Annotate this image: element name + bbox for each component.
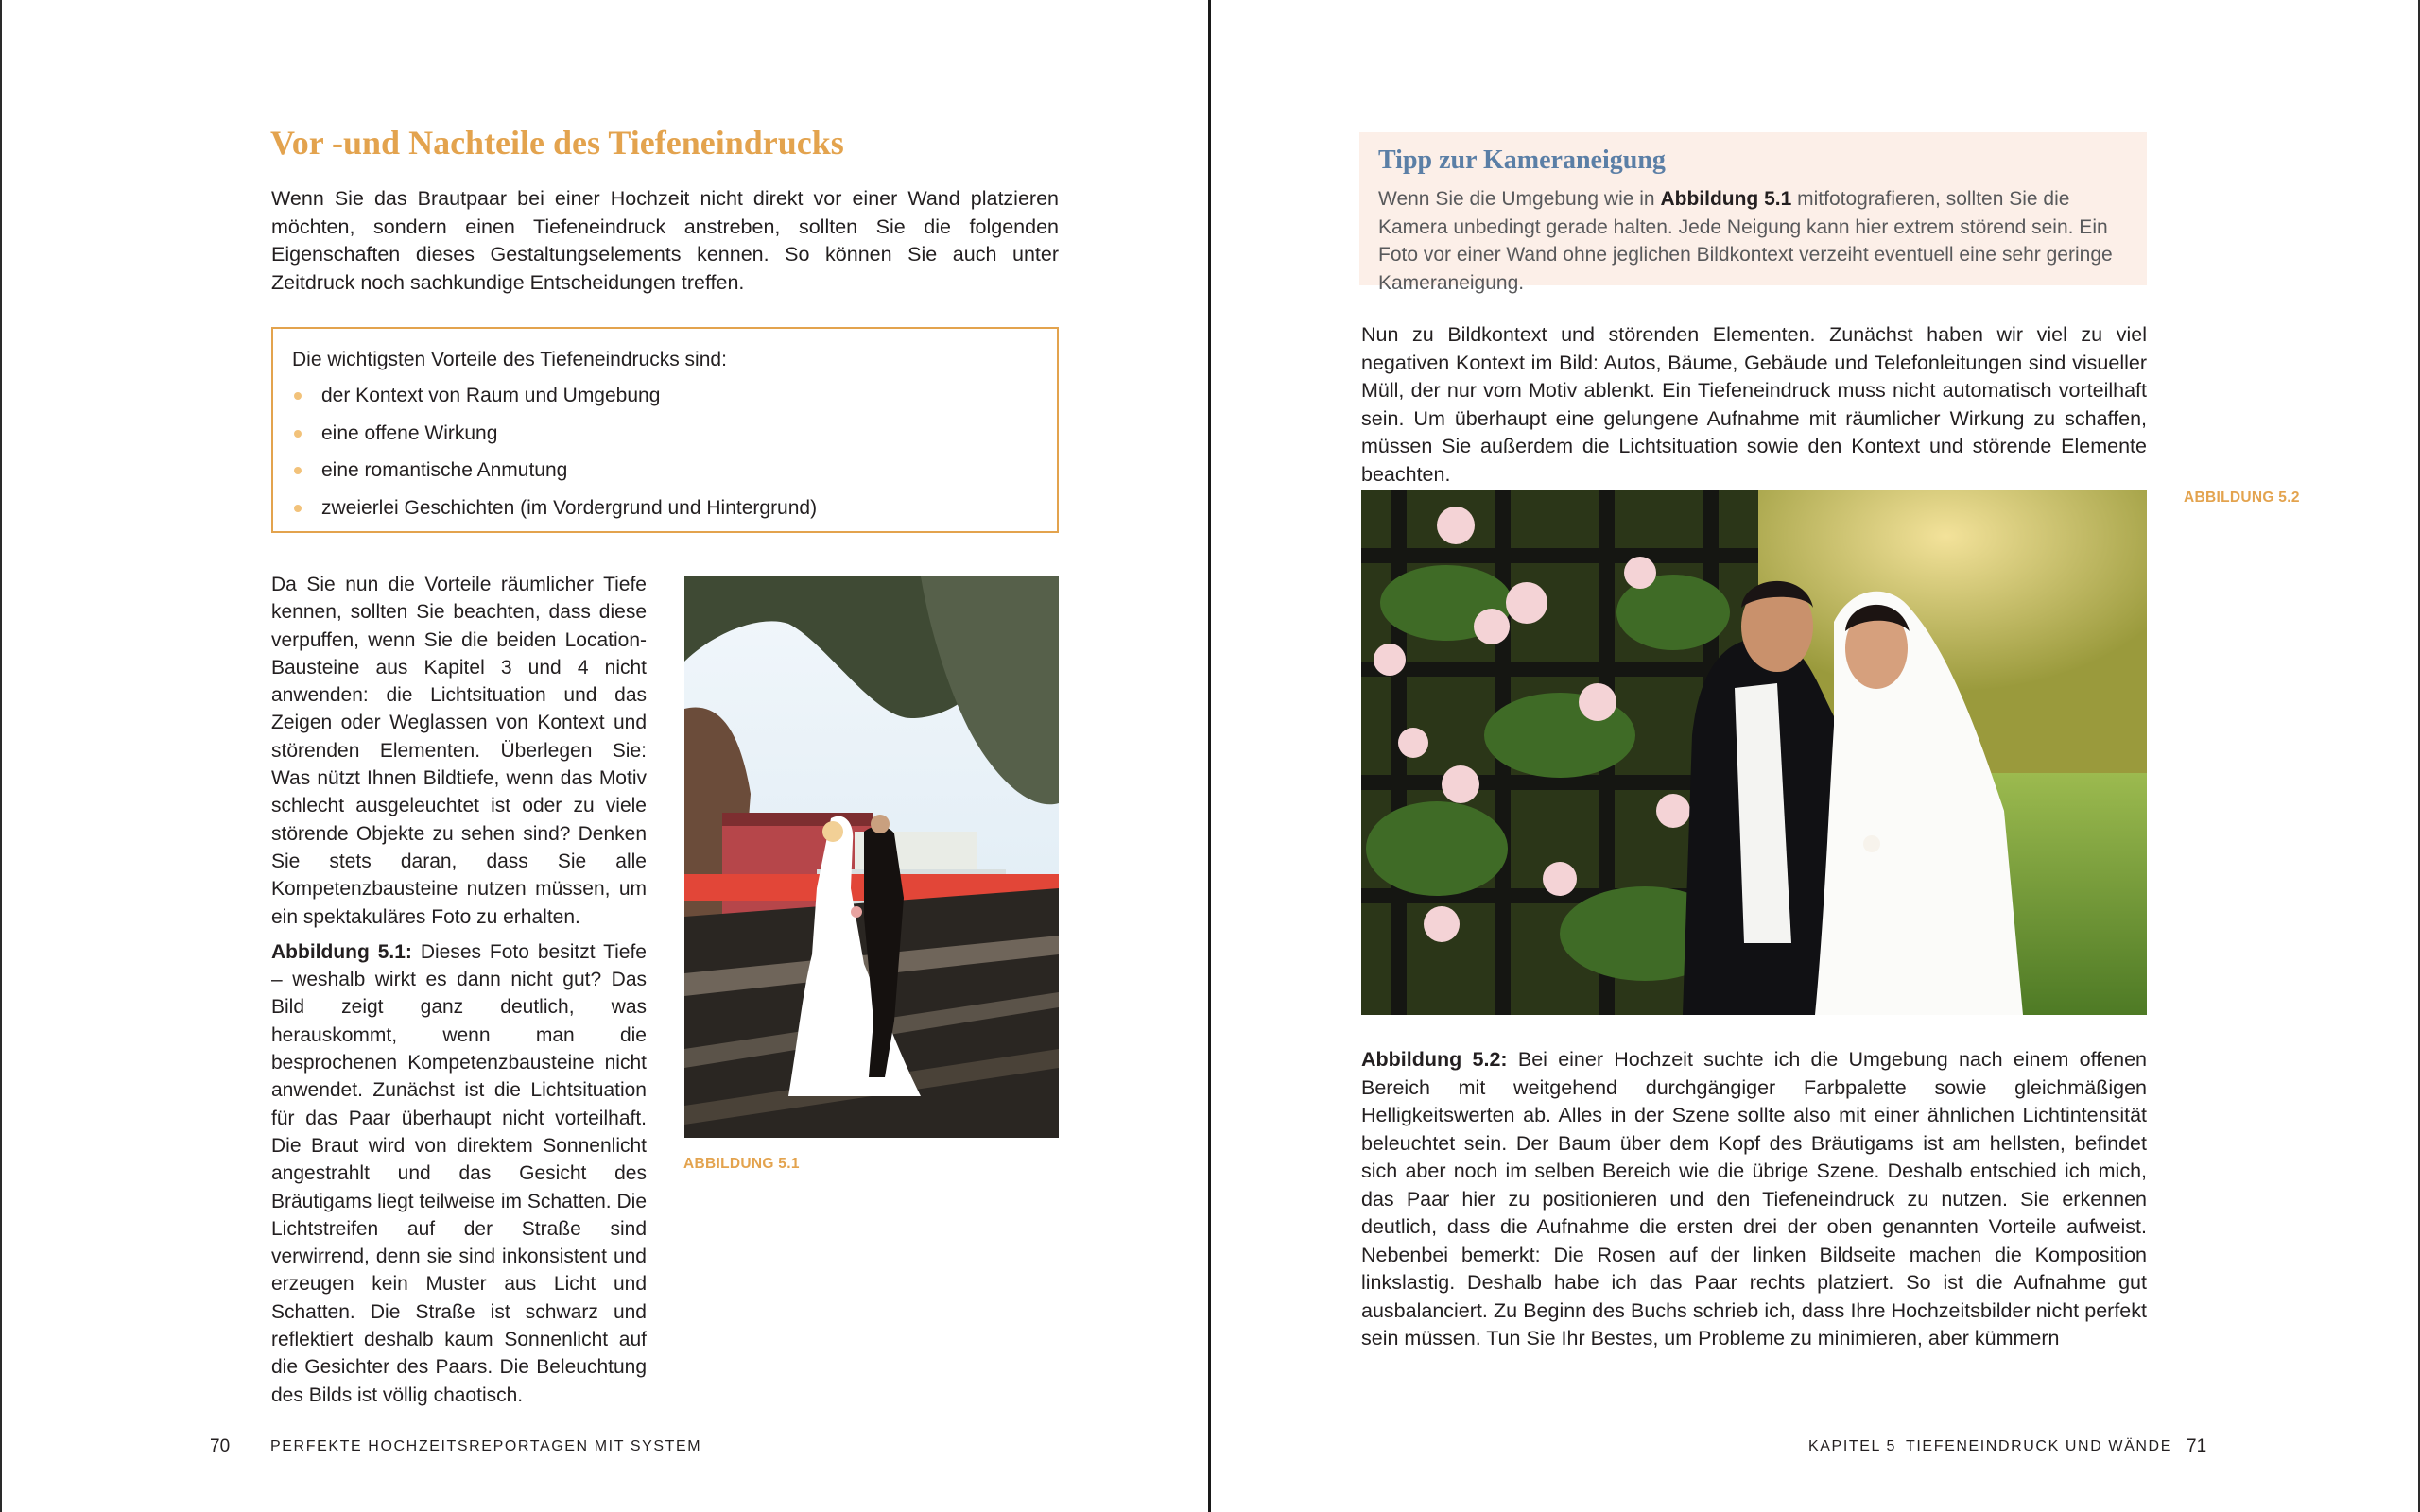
advantages-intro: Die wichtigsten Vorteile des Tiefeneindrucks sind: — [292, 349, 727, 370]
caption-text: Dieses Foto besitzt Tiefe – weshalb wirkt es dann nicht gut? Das Bild zeigt ganz deutlich, was herauskommt, wenn man die besprochenen Kompetenzbausteine nicht anwendet. Zunächst ist die Lichtsituation für das Paar überhaupt nicht vorteilhaft. Die Braut wird von direktem Sonnenlicht angestrahlt und das Gesicht des Bräutigams liegt teilweise im Schatten. Die Lichtstreifen auf der Straße sind verwirrend, denn sie sind inkonsistent und erzeugen kein Muster aus Licht und Schatten. Die Straße ist schwarz und reflektiert deshalb kaum Sonnenlicht auf die Gesichter des Paars. Die Beleuchtung des Bilds ist völlig chaotisch. — [271, 940, 647, 1406]
advantages-list — [292, 382, 1038, 523]
list-item: eine romantische Anmutung — [292, 456, 1038, 485]
tip-text: Wenn Sie die Umgebung wie in Abbildung 5.1 mitfotografieren, sollten Sie die Kamera unbedingt gerade halten. Jede Neigung kann hier extrem störend sein. Ein Foto vor einer Wand ohne jeglichen Bildkontext verzeiht eventuell eine sehr geringe Kameraneigung. — [1378, 188, 2113, 294]
tip-box — [1359, 132, 2147, 294]
caption-text: Bei einer Hochzeit suchte ich die Umgebung nach einem offenen Bereich mit weitgehend durchgängiger Farbpalette sowie gleichmäßigen Helligkeitswerten ab. Alles in der Szene sollte also mit einer ähnlichen Lichtintensität beleuchtet sein. Der Baum über dem Kopf des Bräutigams ist am hellsten, befindet sich aber noch im selben Bereich wie die übrige Szene. Deshalb entschied ich mich, das Paar hier zu positionieren und den Tiefeneindruck zu nutzen. Sie erkennen deutlich, dass die Aufnahme die ersten drei der oben genannten Vorteile aufweist. Nebenbei bemerkt: Die Rosen auf der linken Bildseite machen die Komposition linkslastig. Deshalb habe ich das Paar rechts platziert. So ist die Aufnahme gut ausbalanciert. Zu Beginn des Buchs schrieb ich, dass Ihre Hochzeitsbilder nicht perfekt sein müssen. Tun Sie Ihr Bestes, um Probleme zu minimieren, aber kümmern — [1361, 1048, 2147, 1349]
tip-title: Tipp zur Kameraneigung — [1378, 146, 1666, 175]
figure-reference: Abbildung 5.1 — [1660, 188, 1792, 210]
caption-label: Abbildung 5.2: — [1361, 1048, 1508, 1071]
bullet-icon — [294, 505, 302, 512]
caption-label: Abbildung 5.1: — [271, 940, 412, 963]
left-column-text — [271, 571, 647, 1409]
left-edge-line — [0, 0, 2, 1512]
page-number-left: 70 — [210, 1436, 231, 1456]
page-heading: Vor -und Nachteile des Tiefeneindrucks — [270, 124, 844, 162]
intro-paragraph: Wenn Sie das Brautpaar bei einer Hochzeit nicht direkt vor einer Wand platzieren möchten, sondern einen Tiefeneindruck anstreben, sollten Sie die folgenden Eigenschaften dieses Gestaltungselements kennen. So können Sie auch unter Zeitdruck noch sachkundige Entscheidungen treffen. — [271, 187, 1059, 294]
figure-caption-5-2 — [1361, 1046, 2147, 1353]
chapter-label: KAPITEL 5 — [1808, 1438, 1896, 1454]
running-head-right: TIEFENEINDRUCK UND WÄNDE — [1906, 1438, 2172, 1454]
right-body-paragraph: Nun zu Bildkontext und störenden Elementen. Zunächst haben wir viel zu viel negativen Kontext im Bild: Autos, Bäume, Gebäude und Telefonleitungen sind visueller Müll, der nur vom Motiv ablenkt. Ein Tiefeneindruck muss nicht automatisch vorteilhaft sein. Um überhaupt eine gelungene Aufnahme mit räumlicher Wirkung zu schaffen, müssen Sie außerdem die Lichtsituation sowie den Kontext und störende Elemente beachten. — [1361, 323, 2147, 486]
list-item: der Kontext von Raum und Umgebung — [292, 382, 1038, 410]
page-number-right: 71 — [2187, 1436, 2207, 1456]
bullet-icon — [294, 467, 302, 474]
page-gutter — [1208, 0, 1211, 1512]
figure-label-5-1: ABBILDUNG 5.1 — [683, 1156, 800, 1172]
figure-5-2-photo — [1361, 490, 2147, 1015]
figure-label-5-2: ABBILDUNG 5.2 — [2184, 490, 2300, 506]
running-head-left: PERFEKTE HOCHZEITSREPORTAGEN MIT SYSTEM — [270, 1438, 702, 1454]
figure-caption-5-1 — [271, 938, 647, 1409]
list-item: eine offene Wirkung — [292, 420, 1038, 448]
list-item: zweierlei Geschichten (im Vordergrund und Hintergrund) — [292, 494, 1038, 523]
body-paragraph: Da Sie nun die Vorteile räumlicher Tiefe kennen, sollten Sie beachten, dass diese verpuffen, wenn Sie die beiden Location-Bausteine aus Kapitel 3 und 4 nicht anwenden: die Lichtsituation und das Zeigen oder Weglassen von Kontext und störenden Elementen. Überlegen Sie: Was nützt Ihnen Bildtiefe, wenn das Motiv schlecht ausgeleuchtet ist oder zu viele störende Objekte zu sehen sind? Denken Sie stets daran, dass Sie alle Kompetenzbausteine nutzen müssen, um ein spektakuläres Foto zu erhalten. — [271, 574, 647, 928]
bullet-icon — [294, 392, 302, 400]
bullet-icon — [294, 430, 302, 438]
figure-5-1-photo — [684, 576, 1059, 1138]
advantages-box — [271, 327, 1059, 533]
